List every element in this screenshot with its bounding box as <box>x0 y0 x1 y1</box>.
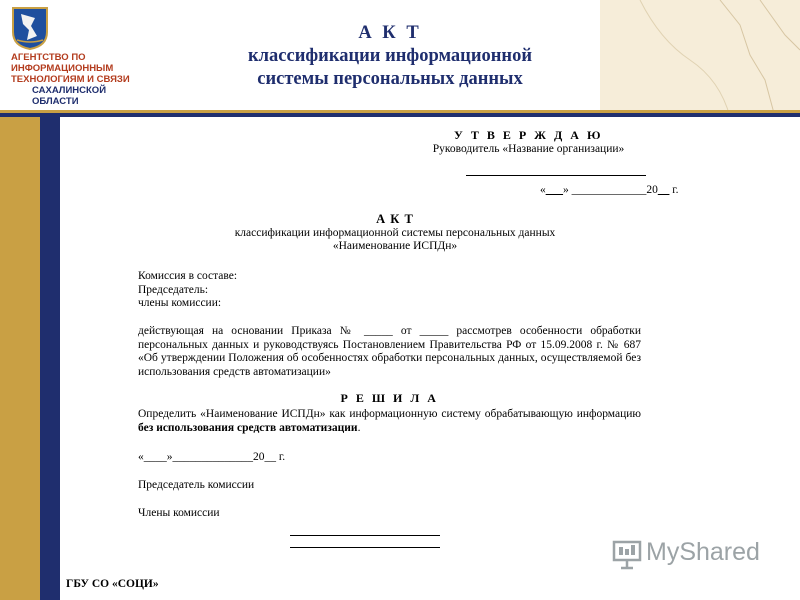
agency-region-line-1: САХАЛИНСКОЙ <box>32 85 107 96</box>
approve-date-day: ___ <box>545 184 563 196</box>
approve-date-month: » _____________20 <box>563 184 658 196</box>
agency-line-2: ИНФОРМАЦИОННЫМ <box>11 63 114 74</box>
act-heading: А К Т <box>376 212 414 226</box>
footer-organization: ГБУ СО «СОЦИ» <box>66 578 159 590</box>
approval-block <box>416 128 679 196</box>
decision-heading: Р Е Ш И Л А <box>340 391 439 405</box>
slide-header <box>0 0 800 117</box>
signature-line-1 <box>290 535 440 536</box>
commission-composition: Комиссия в составе: <box>138 270 238 282</box>
approve-date-year: __ <box>657 184 670 196</box>
left-bar-gold <box>0 117 40 600</box>
commission-members: члены комиссии: <box>138 297 222 309</box>
title-line-2: классификации информационной <box>248 46 532 66</box>
approve-heading: У Т В Е Р Ж Д А Ю <box>454 128 603 142</box>
map-background <box>600 0 800 117</box>
act-heading-block <box>220 213 570 254</box>
act-system-name: «Наименование ИСПДн» <box>332 240 458 252</box>
approve-by: Руководитель «Название организации» <box>432 142 625 155</box>
decision-bold: без использования средств автоматизации <box>138 421 358 434</box>
agency-name <box>11 52 130 107</box>
approve-date-end: г. <box>669 184 679 196</box>
decision-paragraph <box>138 408 641 435</box>
agency-line-3: ТЕХНОЛОГИЯМ И СВЯЗИ <box>11 74 130 85</box>
sakhalin-emblem-icon <box>11 6 49 50</box>
page-title <box>180 22 600 91</box>
members-signature-label: Члены комиссии <box>138 507 220 519</box>
chair-signature-label: Председатель комиссии <box>138 479 255 491</box>
agency-region-line-2: ОБЛАСТИ <box>32 96 79 107</box>
left-bar-navy <box>40 117 60 600</box>
decision-date: «____»______________20__ г. <box>138 451 286 463</box>
approve-date-open: « <box>540 184 546 196</box>
basis-paragraph: действующая на основании Приказа № _____ от _____ рассмотрев особенности обработки персональных данных и руководствуясь Постановлением Правительства РФ от 15.09.2008 г. № 687 «Об утверждении Положения об особенностях обработки персональных данных, осуществляемой без использования средств автоматизации» <box>138 325 641 378</box>
title-line-1: А К Т <box>358 23 422 43</box>
title-line-3: системы персональных данных <box>257 69 523 89</box>
commission-chair: Председатель: <box>138 283 209 296</box>
document-scan <box>60 117 800 600</box>
watermark-text: MyShared <box>646 538 760 566</box>
signature-line-2 <box>290 547 440 548</box>
signature-line <box>466 175 646 176</box>
act-subtitle: классификации информационной системы персональных данных <box>234 226 556 239</box>
decision-end: . <box>357 421 361 434</box>
approve-date <box>540 184 679 198</box>
decision-text: Определить «Наименование ИСПДн» как информационную систему обрабатывающую информацию <box>138 408 641 420</box>
agency-line-1: АГЕНТСТВО ПО <box>11 52 86 63</box>
commission-block <box>138 270 237 311</box>
